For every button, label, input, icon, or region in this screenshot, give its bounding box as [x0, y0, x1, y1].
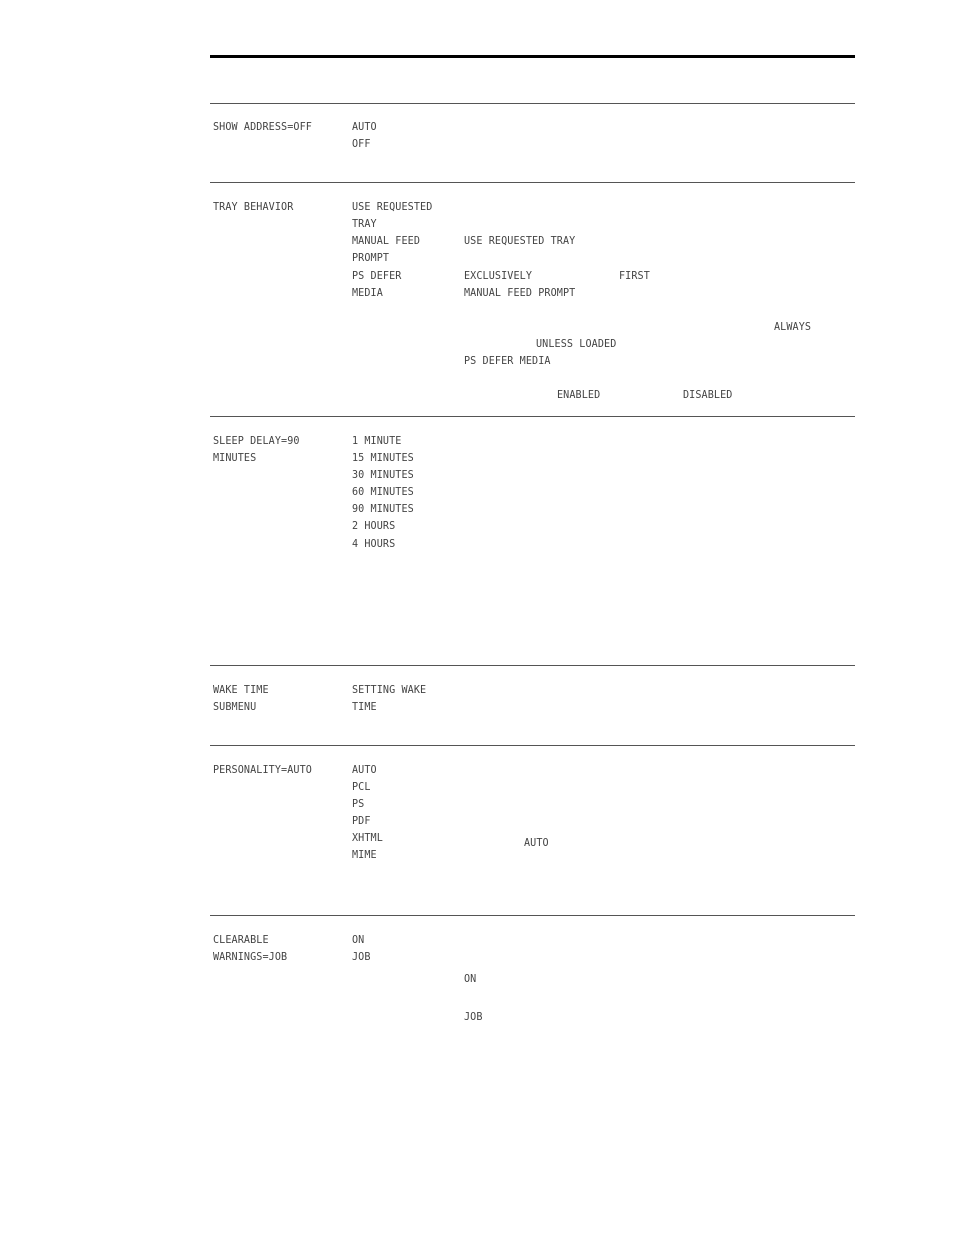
menu-value: XHTML	[352, 831, 383, 844]
menu-item-name: WARNINGS=JOB	[213, 950, 288, 963]
menu-value: AUTO	[352, 763, 377, 776]
row-divider	[210, 665, 855, 666]
menu-value: 15 MINUTES	[352, 451, 414, 464]
menu-value: 4 HOURS	[352, 537, 396, 550]
row-divider	[210, 182, 855, 183]
description-term: ENABLED	[557, 388, 601, 401]
description-term: DISABLED	[683, 388, 733, 401]
menu-item-name: SHOW ADDRESS=OFF	[213, 120, 312, 133]
menu-value: 1 MINUTE	[352, 434, 402, 447]
menu-value: 90 MINUTES	[352, 502, 414, 515]
menu-value: TIME	[352, 700, 377, 713]
menu-item-name: MINUTES	[213, 451, 257, 464]
menu-value: PS DEFER	[352, 269, 402, 282]
menu-value: SETTING WAKE	[352, 683, 427, 696]
description-term: ON	[464, 972, 477, 985]
menu-value: PDF	[352, 814, 371, 827]
menu-value: MIME	[352, 848, 377, 861]
menu-value: 30 MINUTES	[352, 468, 414, 481]
menu-item-name: PERSONALITY=AUTO	[213, 763, 312, 776]
header-rule	[210, 55, 855, 58]
menu-value: AUTO	[352, 120, 377, 133]
menu-value: 2 HOURS	[352, 519, 396, 532]
row-divider	[210, 103, 855, 104]
description-term: ALWAYS	[774, 320, 812, 333]
description-term: EXCLUSIVELY	[464, 269, 533, 282]
menu-value: OFF	[352, 137, 371, 150]
menu-value: USE REQUESTED	[352, 200, 433, 213]
menu-value: JOB	[352, 950, 371, 963]
row-divider	[210, 416, 855, 417]
menu-value: PCL	[352, 780, 371, 793]
menu-value: MANUAL FEED	[352, 234, 421, 247]
description-term: PS DEFER MEDIA	[464, 354, 551, 367]
menu-item-name: WAKE TIME	[213, 683, 269, 696]
menu-value: TRAY	[352, 217, 377, 230]
menu-value: PS	[352, 797, 365, 810]
menu-value: 60 MINUTES	[352, 485, 414, 498]
description-term: MANUAL FEED PROMPT	[464, 286, 576, 299]
description-term: JOB	[464, 1010, 483, 1023]
description-term: AUTO	[524, 836, 549, 849]
menu-value: ON	[352, 933, 365, 946]
menu-item-name: CLEARABLE	[213, 933, 269, 946]
menu-item-name: SUBMENU	[213, 700, 257, 713]
menu-value: MEDIA	[352, 286, 383, 299]
menu-value: PROMPT	[352, 251, 390, 264]
description-term: UNLESS LOADED	[536, 337, 617, 350]
row-divider	[210, 915, 855, 916]
menu-item-name: SLEEP DELAY=90	[213, 434, 300, 447]
row-divider	[210, 745, 855, 746]
menu-item-name: TRAY BEHAVIOR	[213, 200, 294, 213]
description-term: USE REQUESTED TRAY	[464, 234, 576, 247]
description-term: FIRST	[619, 269, 650, 282]
